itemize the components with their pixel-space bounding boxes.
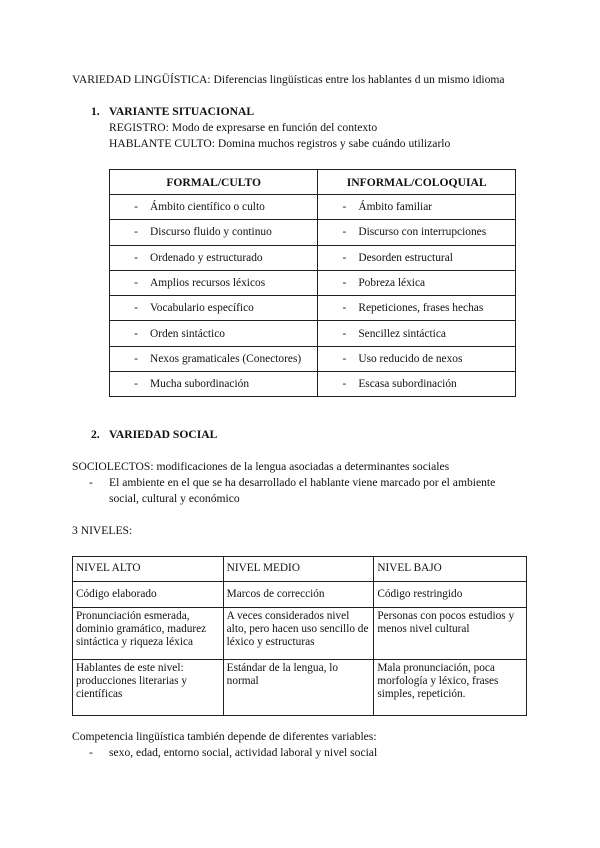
nivel-cell: Código elaborado xyxy=(73,582,224,608)
informal-cell xyxy=(318,346,516,371)
cell-text: Discurso con interrupciones xyxy=(358,226,487,239)
bullet-dash: - xyxy=(342,378,347,391)
cell-text: Ámbito científico o culto xyxy=(150,201,265,214)
nivel-cell: A veces considerados nivel alto, pero hacen uso sencillo de léxico y estructuras xyxy=(223,608,374,660)
bullet-dash: - xyxy=(342,251,347,264)
table-row xyxy=(110,372,516,397)
section1-heading: VARIANTE SITUACIONAL xyxy=(109,105,255,118)
nivel-cell: Personas con pocos estudios y menos nivel cultural xyxy=(374,608,527,660)
table-header-row xyxy=(73,557,527,582)
cell-text: Discurso fluido y continuo xyxy=(150,226,272,239)
cell-text: Orden sintáctico xyxy=(150,327,225,340)
cell-text: Mucha subordinación xyxy=(150,378,250,391)
bullet-dash: - xyxy=(342,352,347,365)
niveles-table xyxy=(72,556,527,716)
section2-heading: VARIEDAD SOCIAL xyxy=(109,428,218,441)
header-informal: INFORMAL/COLOQUIAL xyxy=(318,170,516,195)
cell-text: Sencillez sintáctica xyxy=(358,327,446,340)
bullet-dash: - xyxy=(342,277,347,290)
nivel-cell: Código restringido xyxy=(374,582,527,608)
bullet-dash: - xyxy=(134,201,138,214)
nivel-cell: Marcos de corrección xyxy=(223,582,374,608)
competencia-line: Competencia lingüística también depende de diferentes variables: xyxy=(72,730,377,743)
informal-cell xyxy=(318,270,516,295)
table-row xyxy=(73,582,527,608)
formal-cell xyxy=(110,321,318,346)
hablante-culto-definition: HABLANTE CULTO: Domina muchos registros y sabe cuándo utilizarlo xyxy=(109,137,451,150)
nivel-cell: Estándar de la lengua, lo normal xyxy=(223,660,374,716)
informal-cell xyxy=(318,220,516,245)
informal-cell xyxy=(318,245,516,270)
nivel-cell: Mala pronunciación, poca morfología y léxico, frases simples, repetición. xyxy=(374,660,527,716)
nivel-header: NIVEL MEDIO xyxy=(223,557,374,582)
table-row xyxy=(110,296,516,321)
table-row xyxy=(110,346,516,371)
table-row xyxy=(110,321,516,346)
bullet-dash: - xyxy=(134,378,138,391)
informal-cell xyxy=(318,372,516,397)
bullet-dash: - xyxy=(134,327,138,340)
bullet-dash: - xyxy=(89,476,93,489)
nivel-cell: Pronunciación esmerada, dominio gramático, madurez sintáctica y riqueza léxica xyxy=(73,608,224,660)
bullet-dash: - xyxy=(342,226,347,239)
table-row xyxy=(73,660,527,716)
nivel-header: NIVEL BAJO xyxy=(374,557,527,582)
cell-text: Desorden estructural xyxy=(358,251,453,264)
formal-cell xyxy=(110,195,318,220)
bullet-dash: - xyxy=(134,226,138,239)
cell-text: Uso reducido de nexos xyxy=(358,352,463,365)
table-row xyxy=(110,220,516,245)
cell-text: Repeticiones, frases hechas xyxy=(358,302,484,315)
sociolectos-definition: SOCIOLECTOS: modificaciones de la lengua asociadas a determinantes sociales xyxy=(72,460,450,473)
bullet-dash: - xyxy=(134,277,138,290)
document-title: VARIEDAD LINGÜÍSTICA: Diferencias lingüísticas entre los hablantes d un mismo idioma xyxy=(72,73,505,86)
cell-text: Pobreza léxica xyxy=(358,277,426,290)
cell-text: Nexos gramaticales (Conectores) xyxy=(150,352,302,365)
bullet-dash: - xyxy=(89,746,93,759)
informal-cell xyxy=(318,296,516,321)
cell-text: Ámbito familiar xyxy=(358,201,433,214)
nivel-cell: Hablantes de este nivel: producciones literarias y científicas xyxy=(73,660,224,716)
table-row xyxy=(110,245,516,270)
formal-cell xyxy=(110,270,318,295)
formal-cell xyxy=(110,346,318,371)
table-row xyxy=(73,608,527,660)
registro-definition: REGISTRO: Modo de expresarse en función del contexto xyxy=(109,121,378,134)
bullet-dash: - xyxy=(134,251,138,264)
formal-cell xyxy=(110,296,318,321)
bullet-dash: - xyxy=(342,327,347,340)
informal-cell xyxy=(318,321,516,346)
ambiente-line-2: social, cultural y económico xyxy=(109,492,240,505)
section1-number: 1. xyxy=(91,105,100,118)
formal-cell xyxy=(110,372,318,397)
bullet-dash: - xyxy=(134,302,138,315)
ambiente-line-1: El ambiente en el que se ha desarrollado el hablante viene marcado por el ambiente xyxy=(109,476,496,489)
bullet-dash: - xyxy=(342,302,347,315)
cell-text: Escasa subordinación xyxy=(358,378,457,391)
formal-cell xyxy=(110,245,318,270)
cell-text: Amplios recursos léxicos xyxy=(150,277,266,290)
header-formal: FORMAL/CULTO xyxy=(110,170,318,195)
informal-cell xyxy=(318,195,516,220)
table-row xyxy=(110,195,516,220)
cell-text: Vocabulario específico xyxy=(150,302,254,315)
bullet-dash: - xyxy=(342,201,347,214)
table-header-row xyxy=(110,170,516,195)
nivel-header: NIVEL ALTO xyxy=(73,557,224,582)
bullet-dash: - xyxy=(134,352,138,365)
niveles-label: 3 NIVELES: xyxy=(72,524,133,537)
formal-informal-table xyxy=(109,169,516,397)
formal-cell xyxy=(110,220,318,245)
variables-list: sexo, edad, entorno social, actividad laboral y nivel social xyxy=(109,746,378,759)
section2-number: 2. xyxy=(91,428,100,441)
cell-text: Ordenado y estructurado xyxy=(150,251,263,264)
table-row xyxy=(110,270,516,295)
